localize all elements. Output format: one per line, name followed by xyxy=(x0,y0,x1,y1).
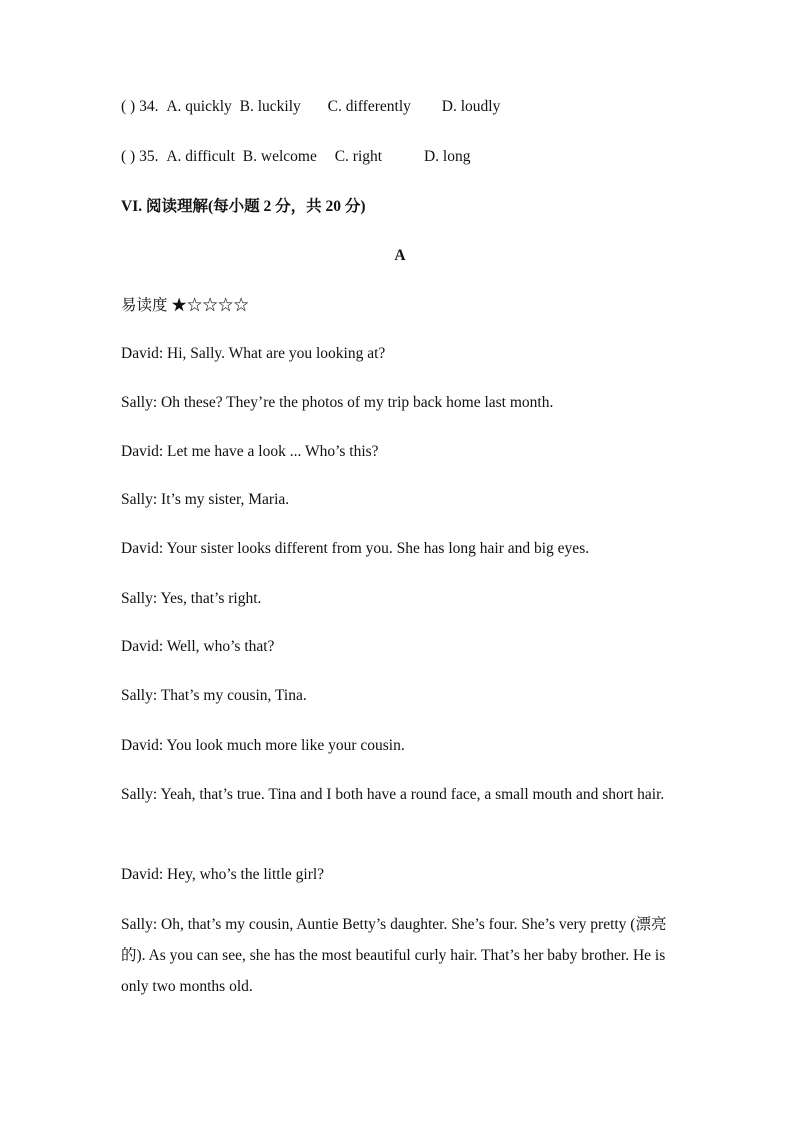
question-number: ( ) 35. xyxy=(121,148,159,165)
question-35 xyxy=(121,147,470,167)
dialogue-line: Sally: Yes, that’s right. xyxy=(121,590,262,607)
option-d: D. long xyxy=(423,148,471,165)
dialogue-line: David: Let me have a look ... Who’s this? xyxy=(121,443,379,460)
dialogue-line: David: Well, who’s that? xyxy=(121,638,275,655)
dialogue-line: Sally: Oh these? They’re the photos of my trip back home last month. xyxy=(121,394,554,411)
question-34 xyxy=(121,97,500,117)
option-c: C. right xyxy=(334,148,383,165)
option-b: B. luckily xyxy=(239,98,301,115)
option-b: B. welcome xyxy=(242,148,317,165)
option-d: D. loudly xyxy=(441,98,501,115)
dialogue-paragraph: Sally: Oh, that’s my cousin, Auntie Betty’s daughter. She’s four. She’s very pretty (漂亮的). As you can see, she has the most beautiful curly hair. That’s her baby brother. He is only two months old. xyxy=(121,916,667,995)
dialogue-line: David: You look much more like your cousin. xyxy=(121,737,405,754)
option-a: A. difficult xyxy=(166,148,235,165)
dialogue-line: Sally: It’s my sister, Maria. xyxy=(121,491,290,508)
dialogue-line: David: Hi, Sally. What are you looking at? xyxy=(121,345,386,362)
dialogue-paragraph: Sally: Yeah, that’s true. Tina and I both have a round face, a small mouth and short hair. xyxy=(121,786,665,803)
passage-letter: A xyxy=(394,247,406,264)
option-c: C. differently xyxy=(327,98,411,115)
readability-rating: 易读度 ★☆☆☆☆ xyxy=(121,297,249,314)
dialogue-line: Sally: That’s my cousin, Tina. xyxy=(121,687,307,704)
section-heading: VI. 阅读理解(每小题 2 分，共 20 分) xyxy=(121,198,366,215)
question-number: ( ) 34. xyxy=(121,98,159,115)
dialogue-line: David: Hey, who’s the little girl? xyxy=(121,866,325,883)
dialogue-line: David: Your sister looks different from you. She has long hair and big eyes. xyxy=(121,540,590,557)
option-a: A. quickly xyxy=(166,98,232,115)
